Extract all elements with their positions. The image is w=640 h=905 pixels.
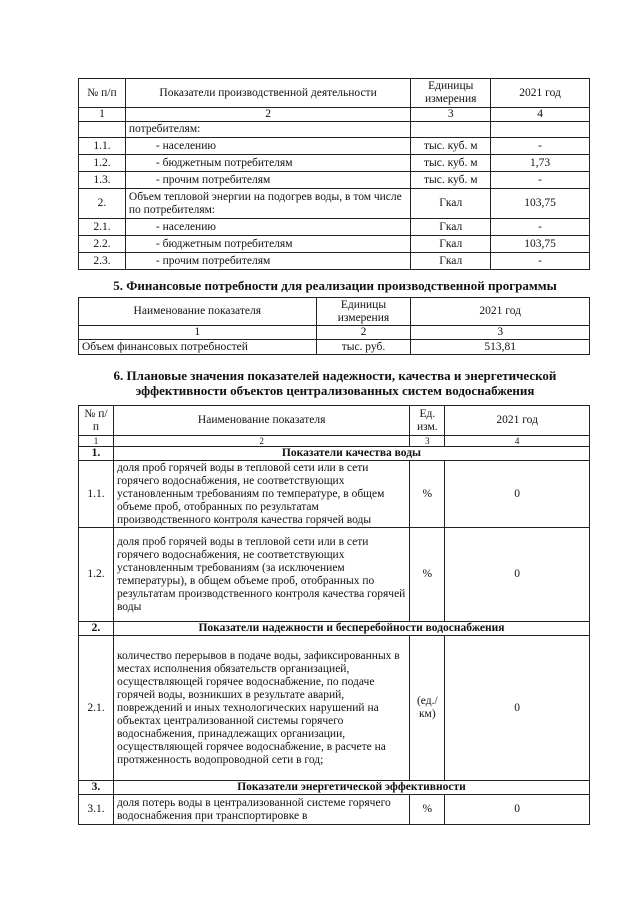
table-row xyxy=(79,219,590,236)
table-row xyxy=(79,636,590,781)
row-name: - населению xyxy=(125,219,410,236)
row-name: - прочим потребителям xyxy=(125,253,410,270)
row-unit: тыс. руб. xyxy=(316,340,411,355)
header-name: Наименование показателя xyxy=(113,406,409,436)
row-unit: Гкал xyxy=(411,219,491,236)
group-title: Показатели энергетической эффективности xyxy=(113,781,589,795)
row-num: 1.1. xyxy=(79,461,114,528)
header-unit: Единицы измерения xyxy=(316,298,411,326)
row-value: 103,75 xyxy=(491,189,590,219)
row-name: количество перерывов в подаче воды, зафиксированных в местах исполнения обязательств организацией, осуществляющей горячее водоснабжение, по подаче горячей воды, возникших в результате аварий, повреждений и иных технологических нарушений на объектах централизованной системы горячего водоснабжения, принадлежащих организации, осуществляющей горячее водоснабжение, в расчете на протяженность водопроводной сети в год; xyxy=(113,636,409,781)
group-num: 3. xyxy=(79,781,114,795)
row-num: 2.1. xyxy=(79,219,126,236)
row-num: 1.2. xyxy=(79,155,126,172)
header-name: Наименование показателя xyxy=(79,298,317,326)
row-unit: Гкал xyxy=(411,189,491,219)
colnum: 4 xyxy=(491,108,590,122)
colnum: 4 xyxy=(445,436,590,447)
row-name: - населению xyxy=(125,138,410,155)
row-unit: (ед./км) xyxy=(410,636,445,781)
colnum: 3 xyxy=(411,326,590,340)
row-num: 1.2. xyxy=(79,528,114,622)
table-row xyxy=(79,155,590,172)
row-name: доля проб горячей воды в тепловой сети или в сети горячего водоснабжения, не соответствующих установленным требованиям (за исключением температуры), в общем объеме проб, отобранных по результатам производственного контроля качества горячей воды xyxy=(113,528,409,622)
row-unit: тыс. куб. м xyxy=(411,172,491,189)
table-row xyxy=(79,236,590,253)
row-name: - прочим потребителям xyxy=(125,172,410,189)
row-name: - бюджетным потребителям xyxy=(125,236,410,253)
table-row xyxy=(79,122,590,138)
row-num: 2.3. xyxy=(79,253,126,270)
colnum: 1 xyxy=(79,436,114,447)
section-5-title: 5. Финансовые потребности для реализации производственной программы xyxy=(113,278,557,293)
colnum: 1 xyxy=(79,108,126,122)
row-value xyxy=(491,122,590,138)
row-name: доля потерь воды в централизованной системе горячего водоснабжения при транспортировке в xyxy=(113,795,409,825)
row-num xyxy=(79,122,126,138)
header-num: № п/п xyxy=(79,79,126,108)
table-row xyxy=(79,138,590,155)
group-num: 1. xyxy=(79,447,114,461)
group-row xyxy=(79,447,590,461)
row-name: доля проб горячей воды в тепловой сети или в сети горячего водоснабжения, не соответствующих установленным требованиям по температуре, в общем объеме проб, отобранных по результатам производственного контроля качества горячей воды xyxy=(113,461,409,528)
header-year: 2021 год xyxy=(445,406,590,436)
group-row xyxy=(79,622,590,636)
row-num: 2. xyxy=(79,189,126,219)
row-name: Объем финансовых потребностей xyxy=(79,340,317,355)
row-name: потребителям: xyxy=(125,122,410,138)
table-row xyxy=(79,172,590,189)
section-6-title-line2: эффективности объектов централизованных систем водоснабжения xyxy=(135,383,535,398)
table-row xyxy=(79,461,590,528)
group-title: Показатели качества воды xyxy=(113,447,589,461)
row-unit: Гкал xyxy=(411,236,491,253)
header-num: № п/п xyxy=(79,406,114,436)
row-value: 0 xyxy=(445,461,590,528)
row-value: - xyxy=(491,172,590,189)
row-num: 1.3. xyxy=(79,172,126,189)
row-unit xyxy=(411,122,491,138)
row-unit: % xyxy=(410,461,445,528)
group-row xyxy=(79,781,590,795)
row-unit: тыс. куб. м xyxy=(411,138,491,155)
colnum: 3 xyxy=(411,108,491,122)
row-unit: % xyxy=(410,528,445,622)
header-unit: Единицы измерения xyxy=(411,79,491,108)
row-value: - xyxy=(491,138,590,155)
row-value: 0 xyxy=(445,795,590,825)
header-year: 2021 год xyxy=(491,79,590,108)
section-6-title xyxy=(60,368,610,398)
row-value: - xyxy=(491,253,590,270)
group-title: Показатели надежности и бесперебойности водоснабжения xyxy=(113,622,589,636)
row-value: 0 xyxy=(445,636,590,781)
financial-needs-table xyxy=(78,297,590,355)
table-row xyxy=(79,528,590,622)
row-unit: Гкал xyxy=(411,253,491,270)
row-num: 2.1. xyxy=(79,636,114,781)
colnum: 1 xyxy=(79,326,317,340)
row-unit: % xyxy=(410,795,445,825)
table-row xyxy=(79,795,590,825)
row-num: 2.2. xyxy=(79,236,126,253)
row-value: - xyxy=(491,219,590,236)
row-num: 1.1. xyxy=(79,138,126,155)
table-row xyxy=(79,340,590,355)
row-name: Объем тепловой энергии на подогрев воды, в том числе по потребителям: xyxy=(125,189,410,219)
table-row xyxy=(79,253,590,270)
section-6-title-line1: 6. Плановые значения показателей надежности, качества и энергетической xyxy=(113,368,557,383)
colnum: 3 xyxy=(410,436,445,447)
header-unit: Ед. изм. xyxy=(410,406,445,436)
colnum: 2 xyxy=(125,108,410,122)
reliability-indicators-table xyxy=(78,405,590,825)
row-value: 1,73 xyxy=(491,155,590,172)
colnum: 2 xyxy=(113,436,409,447)
row-value: 513,81 xyxy=(411,340,590,355)
header-year: 2021 год xyxy=(411,298,590,326)
row-value: 0 xyxy=(445,528,590,622)
table-row xyxy=(79,189,590,219)
row-name: - бюджетным потребителям xyxy=(125,155,410,172)
colnum: 2 xyxy=(316,326,411,340)
production-indicators-table xyxy=(78,78,590,270)
row-value: 103,75 xyxy=(491,236,590,253)
row-unit: тыс. куб. м xyxy=(411,155,491,172)
group-num: 2. xyxy=(79,622,114,636)
header-name: Показатели производственной деятельности xyxy=(125,79,410,108)
row-num: 3.1. xyxy=(79,795,114,825)
